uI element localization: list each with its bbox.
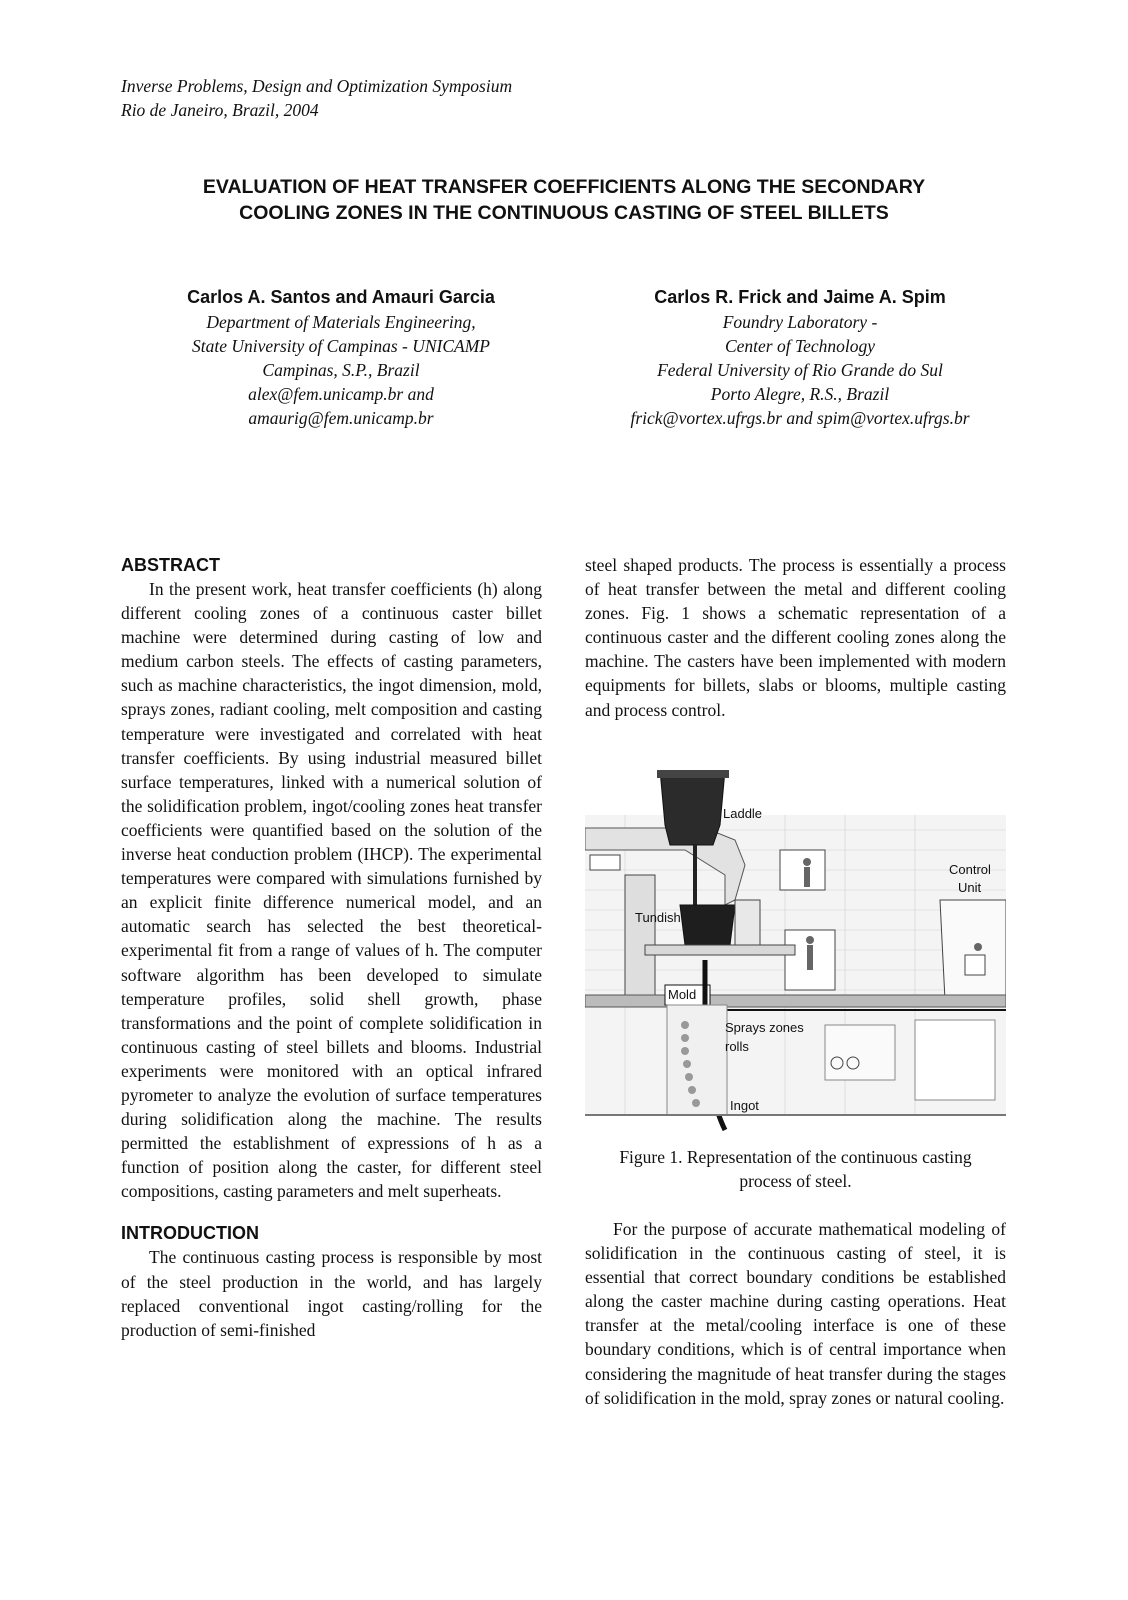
- affiliation-line: Porto Alegre, R.S., Brazil: [710, 384, 890, 404]
- label-laddle: Laddle: [723, 806, 763, 821]
- label-tundish: Tundish: [635, 910, 681, 925]
- title-line-1: EVALUATION OF HEAT TRANSFER COEFFICIENTS ALONG THE SECONDARY: [202, 176, 926, 198]
- control-desk: [965, 955, 985, 975]
- operator-figure-body: [804, 867, 810, 887]
- affiliation-line: Foundry Laboratory -: [722, 312, 878, 332]
- introduction-para-1-start: The continuous casting process is responsible by most of the steel production in the world, and has largely replaced conventional ingot casting/rolling for the production of semi-finished: [121, 1247, 542, 1340]
- left-column: [121, 553, 542, 1342]
- cooling-tank: [915, 1020, 995, 1100]
- right-column: [585, 553, 1006, 722]
- operator-figure: [806, 936, 814, 944]
- floor-beam: [585, 995, 1006, 1007]
- tundish-car: [735, 900, 760, 950]
- affiliation-line: Federal University of Rio Grande do Sul: [657, 360, 943, 380]
- operator-cabin-1: [780, 850, 825, 890]
- email-line: amaurig@fem.unicamp.br: [248, 408, 434, 428]
- venue-line-2: Rio de Janeiro, Brazil, 2004: [121, 100, 319, 120]
- tundish-shape: [680, 905, 735, 945]
- abstract-heading: ABSTRACT: [121, 555, 220, 575]
- author-block-2: [580, 285, 1020, 430]
- operator-figure-body: [807, 945, 813, 970]
- caster-schematic: [585, 770, 1006, 1135]
- figure-caption: [585, 1145, 1006, 1193]
- label-control: Control: [949, 862, 991, 877]
- author-names-1: Carlos A. Santos and Amauri Garcia: [187, 287, 495, 307]
- venue: [121, 74, 512, 122]
- author-block-1: [121, 285, 561, 430]
- support-column: [625, 875, 655, 995]
- caption-line-2: process of steel.: [739, 1171, 852, 1191]
- label-rolls: rolls: [725, 1039, 749, 1054]
- email-line: alex@fem.unicamp.br and: [248, 384, 434, 404]
- affiliation-line: State University of Campinas - UNICAMP: [192, 336, 490, 356]
- figure-1: [585, 770, 1006, 1135]
- spray-chamber: [667, 1005, 727, 1115]
- introduction-heading: INTRODUCTION: [121, 1223, 259, 1244]
- title-line-2: COOLING ZONES IN THE CONTINUOUS CASTING OF STEEL BILLETS: [239, 202, 889, 224]
- control-unit-building: [940, 900, 1006, 1000]
- caption-line-1: Figure 1. Representation of the continuous casting: [619, 1147, 972, 1167]
- laddle-nozzle: [693, 845, 697, 905]
- laddle-shape: [660, 770, 725, 845]
- operator-figure: [974, 943, 982, 951]
- email-line: frick@vortex.ufrgs.br and spim@vortex.ufrgs.br: [630, 408, 970, 428]
- paper-title: [100, 174, 1028, 226]
- label-ingot: Ingot: [730, 1098, 759, 1113]
- label-sprays-zones: Sprays zones: [725, 1020, 804, 1035]
- introduction-para-1-end: steel shaped products. The process is essentially a process of heat transfer between the metal and different cooling zones. Fig. 1 shows a schematic representation of a continuous caster and the different cooling zones along the machine. The casters have been implemented with modern equipments for billets, slabs or blooms, multiple casting and process control.: [585, 555, 1006, 720]
- affiliation-line: Campinas, S.P., Brazil: [262, 360, 420, 380]
- laddle-rim: [657, 770, 729, 778]
- casting-platform: [645, 945, 795, 955]
- affiliation-line: Department of Materials Engineering,: [206, 312, 476, 332]
- right-column-bottom: [585, 1217, 1006, 1410]
- operator-figure: [803, 858, 811, 866]
- abstract-text: In the present work, heat transfer coefficients (h) along different cooling zones of a continuous caster billet machine were determined during casting of low and medium carbon steels. The effects of casting parameters, such as machine characteristics, the ingot dimension, mold, sprays zones, radiant cooling, melt composition and casting temperature were investigated and correlated with heat transfer coefficients. By using industrial measured billet surface temperatures, linked with a numerical solution of the solidification problem, ingot/cooling zones heat transfer coefficients were quantified based on the solution of the inverse heat conduction problem (IHCP). The experimental temperatures were compared with simulations furnished by an explicit finite difference numerical model, and an automatic search has selected the best theoretical-experimental fit from a range of values of h. The computer software algorithm has been developed to simulate temperature profiles, solid shell growth, phase transformations and the point of complete solidification in continuous casting of steel billets and blooms. Industrial experiments were monitored with an optical infrared pyrometer to analyze the evolution of surface temperatures during solidification along the machine. The results permitted the establishment of expressions of h as a function of position along the caster, for different steel compositions, casting parameters and melt superheats.: [121, 579, 542, 1202]
- crane-block: [590, 855, 620, 870]
- venue-line-1: Inverse Problems, Design and Optimization Symposium: [121, 76, 513, 96]
- introduction-para-2: For the purpose of accurate mathematical modeling of solidification in the continuous casting of steel, it is essential that correct boundary conditions be established along the caster machine during casting operations. Heat transfer at the metal/cooling interface is one of these boundary conditions, which is of central importance when considering the magnitude of heat transfer during the stages of solidification in the mold, spray zones or natural cooling.: [585, 1219, 1006, 1408]
- author-names-2: Carlos R. Frick and Jaime A. Spim: [654, 287, 946, 307]
- label-mold: Mold: [668, 987, 697, 1002]
- label-control-unit: Unit: [958, 880, 982, 895]
- cooling-equipment: [825, 1025, 895, 1080]
- affiliation-line: Center of Technology: [724, 336, 876, 356]
